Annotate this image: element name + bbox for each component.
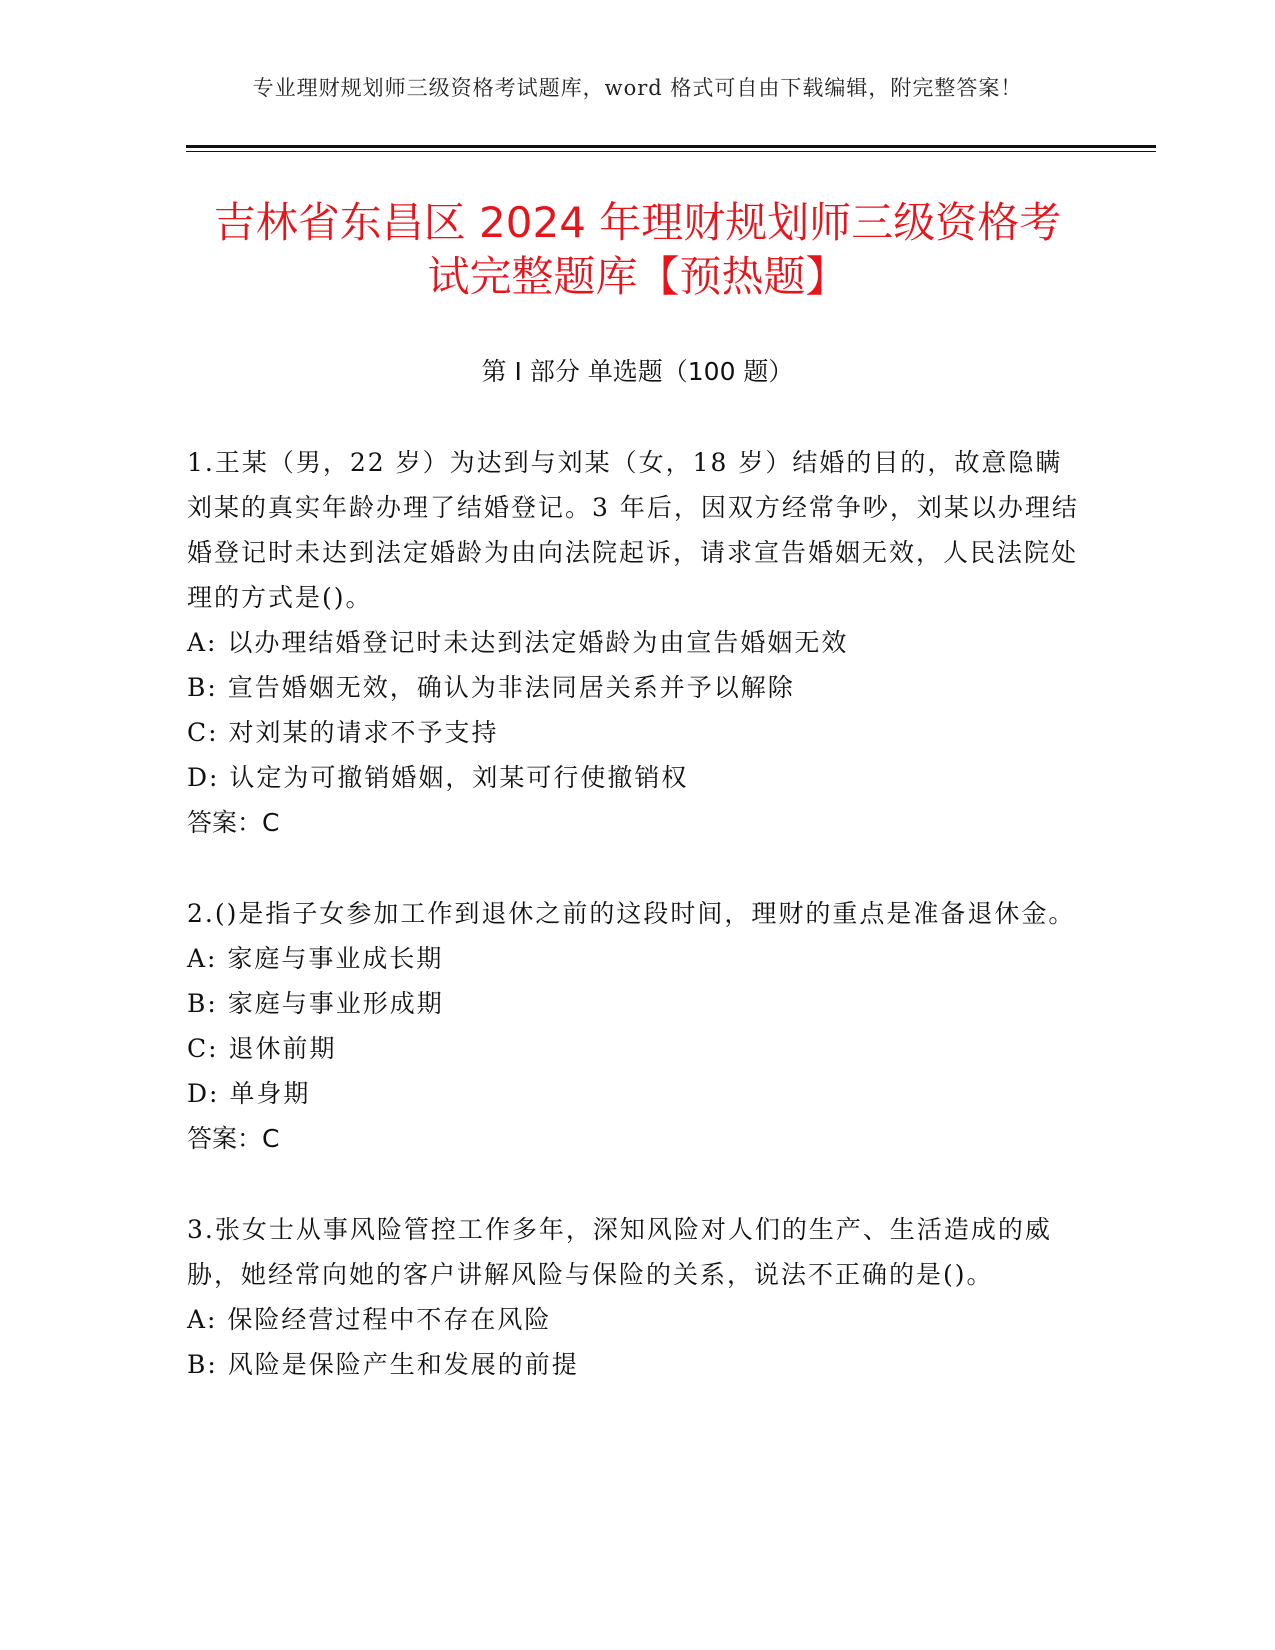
question-2-option-b: B: 家庭与事业形成期 — [187, 989, 444, 1018]
question-3-stem: 3.张女士从事风险管控工作多年，深知风险对人们的生产、生活造成的威胁，她经常向她的客户讲解风险与保险的关系，说法不正确的是()。 — [187, 1215, 1052, 1289]
question-3-option-b: B: 风险是保险产生和发展的前提 — [187, 1350, 579, 1379]
question-3-option-a: A: 保险经营过程中不存在风险 — [187, 1305, 552, 1334]
document-title-line-2: 试完整题库【预热题】 — [427, 252, 848, 301]
question-2-option-a: A: 家庭与事业成长期 — [187, 944, 444, 973]
header-rule-thin — [186, 151, 1156, 152]
question-1-option-c: C: 对刘某的请求不予支持 — [187, 718, 499, 747]
header-rule-thick — [186, 145, 1156, 148]
question-1-stem: 1.王某（男，22 岁）为达到与刘某（女，18 岁）结婚的目的，故意隐瞒刘某的真实年龄办理了结婚登记。3 年后，因双方经常争吵，刘某以办理结婚登记时未达到法定婚龄为由向法院起诉，请求宣告婚姻无效，人民法院处理的方式是()。 — [187, 448, 1079, 612]
question-1-option-d: D: 认定为可撤销婚姻，刘某可行使撤销权 — [187, 763, 689, 792]
section-title: 第 I 部分 单选题（100 题） — [481, 357, 794, 386]
question-1-answer: 答案：C — [187, 808, 280, 837]
question-1-option-b: B: 宣告婚姻无效，确认为非法同居关系并予以解除 — [187, 673, 795, 702]
document-title-line-1: 吉林省东昌区 2024 年理财规划师三级资格考 — [213, 198, 1062, 247]
question-2-option-d: D: 单身期 — [187, 1079, 311, 1108]
document-title — [150, 196, 1125, 304]
question-3 — [187, 1207, 1087, 1387]
page-header: 专业理财规划师三级资格考试题库，word 格式可自由下载编辑，附完整答案！ — [252, 76, 1023, 100]
question-2-option-c: C: 退休前期 — [187, 1034, 337, 1063]
question-2 — [187, 891, 1087, 1161]
question-2-answer: 答案：C — [187, 1124, 280, 1153]
question-1-option-a: A: 以办理结婚登记时未达到法定婚龄为由宣告婚姻无效 — [187, 628, 849, 657]
question-list — [187, 440, 1087, 1433]
question-2-stem: 2.()是指子女参加工作到退休之前的这段时间，理财的重点是准备退休金。 — [187, 899, 1076, 928]
question-1 — [187, 440, 1087, 845]
